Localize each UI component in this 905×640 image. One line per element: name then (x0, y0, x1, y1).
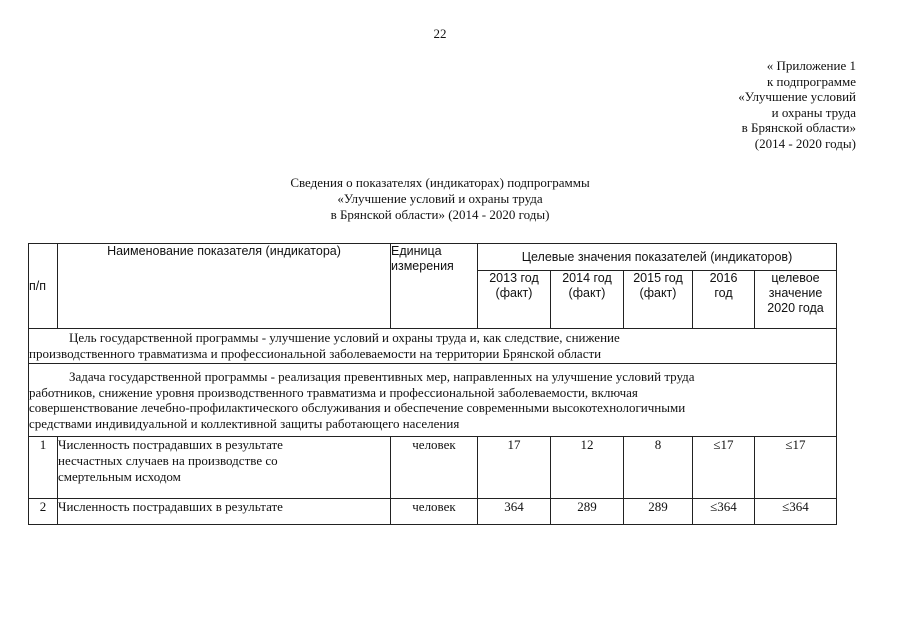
header-year-line: целевое (771, 271, 820, 285)
header-unit-line: Единица (391, 244, 442, 258)
appendix-line: «Улучшение условий (738, 89, 856, 105)
title-line: в Брянской области» (2014 - 2020 годы) (330, 207, 550, 222)
indicator-name-line: несчастных случаев на производстве со (58, 453, 278, 468)
appendix-line: к подпрограмме (766, 73, 856, 89)
task-line: работников, снижение уровня производственного травматизма и профессиональной заболеваемости, включая (29, 384, 638, 400)
header-year-2016 (693, 271, 755, 329)
header-row (29, 244, 837, 271)
header-year-line: 2014 год (562, 271, 612, 285)
header-year-2015 (624, 271, 693, 329)
header-year-2014 (551, 271, 624, 329)
row-number: 2 (29, 499, 58, 525)
header-unit (391, 244, 478, 329)
task-row (29, 364, 837, 437)
header-target-2020 (755, 271, 837, 329)
header-year-line: (факт) (495, 286, 533, 300)
header-year-2013 (478, 271, 551, 329)
goal-row (29, 329, 837, 364)
header-year-line: (факт) (568, 286, 606, 300)
value-2014: 12 (551, 437, 624, 499)
value-2016: ≤17 (693, 437, 755, 499)
title-line: Сведения о показателях (индикаторах) подпрограммы (290, 175, 590, 190)
unit-cell: человек (391, 437, 478, 499)
header-target-values: Целевые значения показателей (индикаторов) (478, 244, 837, 271)
header-name: Наименование показателя (индикатора) (58, 244, 391, 329)
unit-cell: человек (391, 499, 478, 525)
appendix-note (738, 58, 856, 152)
task-line: Задача государственной программы - реализация превентивных мер, направленных на улучшение условий труда (69, 369, 695, 384)
indicator-name (58, 499, 391, 525)
goal-line: Цель государственной программы - улучшение условий и охраны труда и, как следствие, снижение (69, 330, 620, 345)
task-line: средствами индивидуальной и коллективной защиты работающего населения (29, 415, 460, 431)
appendix-line: в Брянской области» (741, 120, 856, 136)
header-year-line: 2013 год (489, 271, 539, 285)
goal-line: производственного травматизма и профессиональной заболеваемости на территории Брянской области (29, 346, 602, 361)
task-text (29, 364, 837, 437)
header-year-line: 2020 года (767, 301, 824, 315)
goal-text (29, 329, 837, 364)
header-year-line: значение (768, 286, 823, 300)
value-target-2020: ≤364 (755, 499, 837, 525)
value-2013: 17 (478, 437, 551, 499)
value-target-2020: ≤17 (755, 437, 837, 499)
header-unit-line: измерения (391, 259, 454, 273)
header-year-line: год (714, 286, 733, 300)
value-2013: 364 (478, 499, 551, 525)
appendix-line: и охраны труда (771, 104, 856, 120)
header-year-line: 2015 год (633, 271, 683, 285)
table-row (29, 499, 837, 525)
header-year-line: (факт) (639, 286, 677, 300)
appendix-line: (2014 - 2020 годы) (754, 135, 856, 151)
value-2014: 289 (551, 499, 624, 525)
value-2016: ≤364 (693, 499, 755, 525)
value-2015: 289 (624, 499, 693, 525)
page-number: 22 (433, 26, 447, 41)
header-year-line: 2016 (709, 271, 738, 285)
table-row (29, 437, 837, 499)
indicators-table (28, 243, 837, 525)
header-num: п/п (29, 244, 58, 329)
row-number: 1 (29, 437, 58, 499)
indicator-name-line: Численность пострадавших в результате (58, 499, 283, 514)
task-line: совершенствование лечебно-профилактического обслуживания и обеспечение современными высокотехнологичными (29, 400, 686, 415)
value-2015: 8 (624, 437, 693, 499)
indicator-name-line: Численность пострадавших в результате (58, 437, 283, 452)
document-title (0, 175, 880, 223)
appendix-line: « Приложение 1 (766, 58, 856, 73)
indicator-name (58, 437, 391, 499)
indicator-name-line: смертельным исходом (58, 469, 181, 484)
title-line: «Улучшение условий и охраны труда (337, 191, 543, 206)
